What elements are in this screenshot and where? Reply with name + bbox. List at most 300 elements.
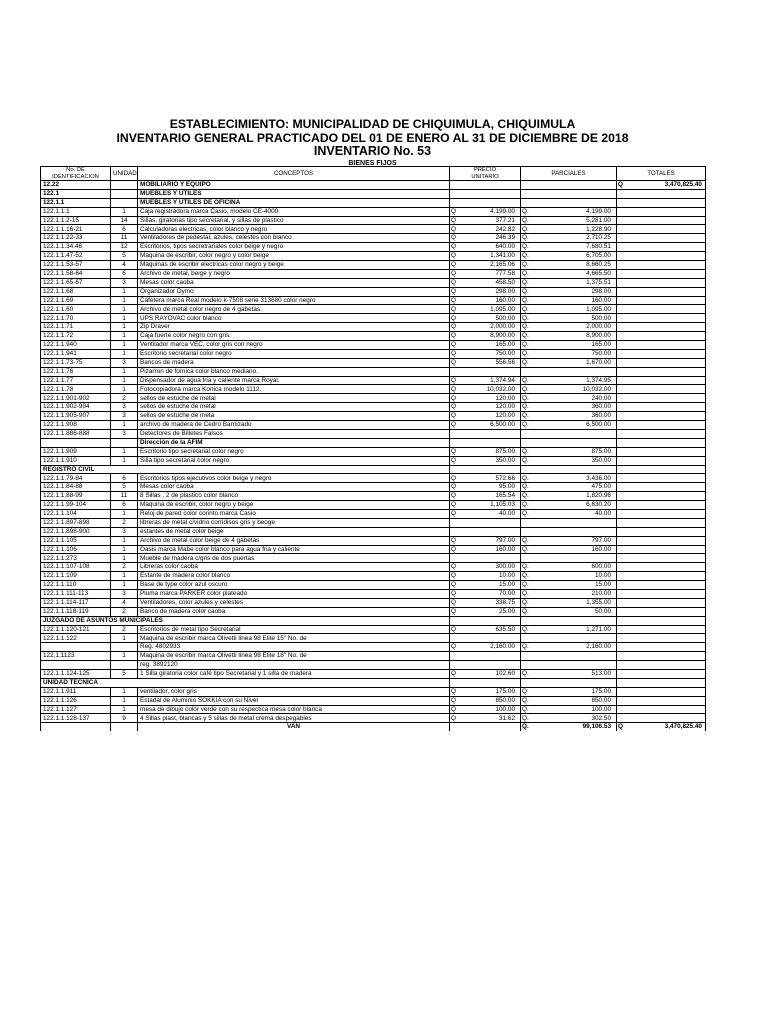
cell-concept: Zip Draver (138, 323, 450, 332)
cell-partial: 160.00 (591, 296, 611, 304)
cell-unit: 3 (111, 429, 138, 438)
cell-total (628, 376, 706, 385)
cell-id: 122.1.1.2-15 (41, 216, 111, 225)
cell-unit: 1 (111, 652, 138, 661)
cell-id: 122.1.1.34.46 (41, 243, 111, 252)
cell-partial: 6,500.00 (586, 421, 611, 429)
cell-partial: 1,375.51 (586, 278, 611, 286)
cell-id: 122.1.1.1 (41, 207, 111, 216)
cell-unit-price (461, 634, 521, 643)
cell-price-currency (450, 438, 461, 447)
cell-total (628, 625, 706, 634)
cell-total (628, 545, 706, 554)
cell-total (628, 314, 706, 323)
cell-partial-currency (521, 678, 532, 687)
cell-total-currency (617, 332, 628, 341)
cell-partial-currency: Q. (521, 501, 532, 510)
table-row (41, 332, 706, 341)
cell-partial: 500.00 (591, 314, 611, 322)
cell-id (41, 661, 111, 670)
cell-total (628, 332, 706, 341)
cell-unit (111, 643, 138, 652)
cell-total-currency (617, 341, 628, 350)
cell-total-currency: Q (617, 181, 628, 190)
cell-price-currency: Q (450, 572, 461, 581)
cell-total-currency (617, 429, 628, 438)
sub-row (41, 438, 706, 447)
cell-total-currency (617, 261, 628, 270)
cell-id: 122.1.1.109 (41, 572, 111, 581)
cell-total-currency (617, 447, 628, 456)
cell-total (628, 394, 706, 403)
cell-unit-price (461, 198, 521, 207)
cell-price-currency: Q (450, 216, 461, 225)
carry-forward-total: 3,470,825.40 (628, 723, 706, 731)
cell-partial-currency: Q. (521, 305, 532, 314)
cell-unit-price (461, 189, 521, 198)
cell-unit: 3 (111, 412, 138, 421)
cell-unit: 2 (111, 625, 138, 634)
cell-unit (111, 661, 138, 670)
cell-price-currency: Q (450, 492, 461, 501)
cell-partial-currency: Q. (521, 705, 532, 714)
cell-partial: 360.00 (591, 412, 611, 420)
cell-partial: 5,281.00 (586, 216, 611, 224)
cell-price-currency: Q (450, 243, 461, 252)
cell-unit: 1 (111, 696, 138, 705)
cell-concept: estantes de metal color beige (138, 527, 450, 536)
cell-total-currency (617, 323, 628, 332)
cell-total (628, 349, 706, 358)
cell-unit: 1 (111, 509, 138, 518)
cell-unit: 1 (111, 323, 138, 332)
cell-unit-price: 635.50 (495, 625, 515, 633)
cell-concept: sellos de estuche de metal (138, 394, 450, 403)
cell-id: 122.1.1.902-904 (41, 403, 111, 412)
cell-partial-currency: Q. (521, 207, 532, 216)
cell-total (628, 678, 706, 687)
cell-concept: Dirección de la AFIM (138, 438, 450, 447)
header-partials: PARCIALES (521, 167, 617, 181)
cell-partial (532, 678, 617, 687)
cell-partial: 6,705.00 (586, 252, 611, 260)
cell-partial-currency: Q. (521, 447, 532, 456)
cell-unit-price (461, 554, 521, 563)
table-row (41, 412, 706, 421)
cell-unit-price (461, 652, 521, 661)
cell-total (628, 385, 706, 394)
cell-partial-currency: Q. (521, 349, 532, 358)
cell-unit: 1 (111, 341, 138, 350)
cell-unit: 1 (111, 572, 138, 581)
cell-total (628, 207, 706, 216)
cell-partial: 8,660.25 (586, 261, 611, 269)
cell-total (628, 518, 706, 527)
table-row (41, 714, 706, 723)
table-row (41, 314, 706, 323)
cell-partial: 50.00 (595, 607, 611, 615)
cell-unit: 5 (111, 252, 138, 261)
cell-id: 122.1.1.104 (41, 509, 111, 518)
cell-unit: 1 (111, 367, 138, 376)
cell-concept: Ventiladores, color azules y celestes (138, 598, 450, 607)
cell-total (628, 705, 706, 714)
cell-partial-currency: Q. (521, 456, 532, 465)
cell-partial-currency: Q. (521, 314, 532, 323)
cell-partial-currency: Q. (521, 598, 532, 607)
cell-partial-currency: Q. (521, 252, 532, 261)
header-unit-price-line2: UNITARIO (471, 173, 499, 180)
cell-unit: 3 (111, 358, 138, 367)
cell-partial-currency: Q. (521, 492, 532, 501)
cell-concept: Libreras color caoba (138, 563, 450, 572)
cell-concept: Mueble de madera c/gris de dos puertas (138, 554, 450, 563)
cell-unit: 1 (111, 296, 138, 305)
cell-concept: 1 Silla giratoria color café tipo Secretarial y 1 silla de madera (138, 669, 450, 678)
cell-price-currency (450, 367, 461, 376)
document-heading (40, 118, 705, 168)
cell-partial-currency: Q. (521, 358, 532, 367)
cell-total (628, 643, 706, 652)
cell-total (628, 598, 706, 607)
cell-partial-currency (521, 465, 532, 474)
cell-id: 122.1.1.78 (41, 385, 111, 394)
cell-concept: sellos de estuche de meta (138, 412, 450, 421)
cell-concept: Escritorios tipos ejecutivos color beige y negro (138, 474, 450, 483)
cell-partial-currency (521, 527, 532, 536)
cell-concept: Reloj de pared color corinto marca Casio (138, 509, 450, 518)
cell-unit: 6 (111, 474, 138, 483)
table-row (41, 509, 706, 518)
cell-concept: Organizador Dymo (138, 287, 450, 296)
table-row (41, 403, 706, 412)
cell-unit (111, 181, 138, 190)
inventory-number-title: INVENTARIO No. 53 (313, 144, 432, 158)
carry-forward-price-currency (450, 723, 461, 731)
cell-total-currency (617, 349, 628, 358)
cell-price-currency: Q (450, 269, 461, 278)
cell-concept: reg. 3892120 (138, 661, 450, 670)
cell-partial: 15.00 (595, 581, 611, 589)
cell-total-currency (617, 296, 628, 305)
cell-unit-price: 850.00 (495, 696, 515, 704)
cell-total-currency (617, 483, 628, 492)
cell-unit-price: 458.50 (495, 278, 515, 286)
cell-unit-price: 165.54 (495, 492, 515, 500)
cell-price-currency: Q (450, 474, 461, 483)
cell-unit-price: 500.00 (495, 314, 515, 322)
table-row (41, 598, 706, 607)
asset-category-title: BIENES FIJOS (348, 159, 397, 167)
carry-forward-total-currency: Q (617, 723, 628, 731)
cell-unit-price: 25.00 (499, 607, 515, 615)
cell-partial-currency: Q. (521, 403, 532, 412)
cell-id: 122.1.1.22-33 (41, 234, 111, 243)
cell-total (628, 421, 706, 430)
cell-partial-currency: Q. (521, 589, 532, 598)
cell-partial-currency (521, 181, 532, 190)
cell-price-currency: Q (450, 483, 461, 492)
inventory-period-title: INVENTARIO GENERAL PRACTICADO DEL 01 DE ENERO AL 31 DE DICIEMBRE DE 2018 (116, 130, 629, 145)
table-row (41, 669, 706, 678)
cell-concept: Archivo de metal color negro de 4 gabetas. (138, 305, 450, 314)
cell-total (628, 403, 706, 412)
cell-partial-currency: Q. (521, 509, 532, 518)
cell-unit-price: 750.00 (495, 350, 515, 358)
cell-total (628, 509, 706, 518)
table-row (41, 545, 706, 554)
cell-id: 122.1.1.16-21 (41, 225, 111, 234)
cell-total (628, 412, 706, 421)
cell-unit: 3 (111, 589, 138, 598)
cell-partial: 600.00 (591, 563, 611, 571)
cell-id: 122.1.1.88-99 (41, 492, 111, 501)
cell-price-currency: Q (450, 385, 461, 394)
cell-partial (532, 527, 617, 536)
table-row (41, 518, 706, 527)
cell-unit-price: 300.00 (495, 563, 515, 571)
cell-concept: Maquina de escribir marca Olivetti linea 98 Elite 15" No. de (138, 634, 450, 643)
cell-id: 122.1.1.114-117 (41, 598, 111, 607)
table-row (41, 429, 706, 438)
cell-concept: Escritorio tipo secretarial color negro (138, 447, 450, 456)
cell-partial-currency: Q. (521, 278, 532, 287)
cell-partial-currency (521, 198, 532, 207)
cell-unit: 2 (111, 563, 138, 572)
cell-partial: 240.00 (591, 394, 611, 402)
cell-concept: Escritorios de metal tipo Secretarial (138, 625, 450, 634)
cell-partial: 175.00 (591, 687, 611, 695)
table-row (41, 296, 706, 305)
cell-unit: 1 (111, 287, 138, 296)
cell-partial-currency: Q. (521, 643, 532, 652)
cell-unit-price: 246.39 (495, 234, 515, 242)
cell-total-currency (617, 394, 628, 403)
cell-partial-currency (521, 616, 532, 625)
cell-price-currency (450, 181, 461, 190)
cell-total-currency (617, 581, 628, 590)
cell-unit (111, 198, 138, 207)
cell-total-currency (617, 598, 628, 607)
cell-price-currency: Q (450, 447, 461, 456)
cell-partial-currency (521, 438, 532, 447)
cell-total (628, 447, 706, 456)
cell-total (628, 572, 706, 581)
cell-price-currency: Q (450, 607, 461, 616)
cell-total-currency (617, 661, 628, 670)
cell-concept: Maquina de escribir, color negro y beige (138, 501, 450, 510)
cell-total-currency (617, 287, 628, 296)
cell-total (628, 252, 706, 261)
cell-unit: 5 (111, 669, 138, 678)
section-row (41, 198, 706, 207)
cell-id: 122.1.1.47-52 (41, 252, 111, 261)
header-unit: UNIDAD (111, 167, 138, 181)
cell-partial: 10,032.00 (582, 385, 611, 393)
cell-total (628, 243, 706, 252)
cell-price-currency: Q (450, 625, 461, 634)
cell-price-currency: Q (450, 225, 461, 234)
cell-partial-currency: Q. (521, 536, 532, 545)
cell-id: 122.1.1.940 (41, 341, 111, 350)
cell-unit-price: 572.66 (495, 474, 515, 482)
cell-unit-price: 8,900.00 (490, 332, 515, 340)
cell-partial: 10.00 (595, 572, 611, 580)
table-row (41, 563, 706, 572)
table-row (41, 536, 706, 545)
cell-id: 122.1.1.53-57 (41, 261, 111, 270)
cell-total (628, 305, 706, 314)
table-row (41, 607, 706, 616)
cell-id: 122.1.1.110 (41, 581, 111, 590)
cell-id: 122.1.1.908 (41, 421, 111, 430)
cell-unit: 6 (111, 225, 138, 234)
table-row (41, 385, 706, 394)
cell-partial (532, 438, 617, 447)
cell-unit (111, 438, 138, 447)
cell-concept: Archivo de metal color beige de 4 gabetas (138, 536, 450, 545)
cell-price-currency: Q (450, 589, 461, 598)
cell-price-currency: Q (450, 358, 461, 367)
cell-price-currency (450, 189, 461, 198)
cell-concept: Escritorios, tipos secretrariales color beige y negro (138, 243, 450, 252)
cell-partial-currency: Q. (521, 234, 532, 243)
cell-partial-currency (521, 189, 532, 198)
cell-unit: 1 (111, 581, 138, 590)
cell-partial-currency: Q (521, 687, 532, 696)
cell-partial: 850.00 (591, 696, 611, 704)
cell-total (628, 589, 706, 598)
cell-total (628, 225, 706, 234)
cell-concept: Mesas color caoba (138, 483, 450, 492)
cell-id: 122.1.1.273 (41, 554, 111, 563)
cell-price-currency: Q (450, 341, 461, 350)
table-row (41, 358, 706, 367)
cell-total-currency (617, 412, 628, 421)
cell-total-currency (617, 207, 628, 216)
cell-total-currency (617, 314, 628, 323)
cell-partial (532, 634, 617, 643)
cell-id: 122.1.1.911 (41, 687, 111, 696)
table-row (41, 527, 706, 536)
cell-unit: 1 (111, 376, 138, 385)
cell-id: 122.1.1.71 (41, 323, 111, 332)
cell-concept: ventilador, color gris (138, 687, 450, 696)
table-row (41, 705, 706, 714)
cell-unit-price: 298.00 (495, 287, 515, 295)
cell-price-currency: Q (450, 376, 461, 385)
cell-unit-price: 31.62 (499, 714, 515, 722)
cell-concept: Caja registradora marca Casio, modelo CE-4000 (138, 207, 450, 216)
cell-unit: 1 (111, 305, 138, 314)
cell-partial: 3,436.00 (586, 474, 611, 482)
cell-total (628, 696, 706, 705)
cell-partial: 165.00 (591, 341, 611, 349)
cell-total-currency (617, 563, 628, 572)
cell-id: 122.1.1.58-64 (41, 269, 111, 278)
cell-unit: 6 (111, 501, 138, 510)
cell-partial: 1,355.00 (586, 599, 611, 606)
cell-unit-price (461, 661, 521, 670)
cell-id: 122.1.1.99-104 (41, 501, 111, 510)
cell-total (628, 358, 706, 367)
cell-price-currency: Q (450, 323, 461, 332)
cell-total-currency (617, 509, 628, 518)
cell-unit-price: 640.00 (495, 243, 515, 251)
cell-concept: Banco de madera color caoba (138, 607, 450, 616)
cell-price-currency: Q (450, 421, 461, 430)
inventory-table (40, 166, 706, 731)
cell-concept: sellos de estuche de metal (138, 403, 450, 412)
table-row (41, 572, 706, 581)
cell-price-currency: Q (450, 509, 461, 518)
cell-total-currency (617, 385, 628, 394)
cell-unit: 14 (111, 216, 138, 225)
cell-concept: Archivo de metal, beige y negro (138, 269, 450, 278)
cell-partial-currency: Q. (521, 421, 532, 430)
cell-partial: 513.00 (591, 670, 611, 678)
cell-partial-currency: Q. (521, 287, 532, 296)
cell-total-currency (617, 687, 628, 696)
cell-partial-currency: Q. (521, 394, 532, 403)
cell-total (628, 501, 706, 510)
cell-total (628, 634, 706, 643)
cell-concept: Estadal de Aluminio SOKKIA con su Nivel (138, 696, 450, 705)
cell-unit-price: 15.00 (499, 581, 515, 589)
table-row (41, 341, 706, 350)
cell-total-currency (617, 376, 628, 385)
cell-total-currency (617, 234, 628, 243)
cell-partial: 298.00 (591, 287, 611, 295)
cell-price-currency (450, 429, 461, 438)
cell-total-currency (617, 438, 628, 447)
cell-concept: Pizarron de fornica color blanco mediano. (138, 367, 450, 376)
cell-partial-currency (521, 634, 532, 643)
cell-unit-price (461, 518, 521, 527)
cell-price-currency: Q (450, 563, 461, 572)
cell-partial: 7,680.51 (586, 243, 611, 251)
cell-partial-currency: Q. (521, 243, 532, 252)
group-heading: JUZGADO DE ASUNTOS MUNICIPALES (41, 616, 450, 625)
cell-id: 122.1.1.901-902 (41, 394, 111, 403)
cell-price-currency: Q (450, 536, 461, 545)
cell-concept: Fotocopiadora marca Konica modelo 1112. (138, 385, 450, 394)
cell-concept: libreras de metal c/vidrio corridisos gris y beoge (138, 518, 450, 527)
cell-unit: 11 (111, 234, 138, 243)
cell-price-currency: Q (450, 643, 461, 652)
cell-unit: 1 (111, 421, 138, 430)
cell-concept: Base de type color azul oscuro (138, 581, 450, 590)
cell-partial: 2,160.00 (586, 643, 611, 651)
cell-id: 122.1.1.127 (41, 705, 111, 714)
cell-partial: 475.00 (591, 483, 611, 491)
header-unit-price-line1: PRECIO (473, 167, 497, 173)
cell-total-currency (617, 536, 628, 545)
cell-unit: 1 (111, 536, 138, 545)
cell-total (628, 563, 706, 572)
cell-unit-price: 6,500.00 (490, 421, 515, 429)
cell-id: 122.1.1.128-137 (41, 714, 111, 723)
cell-total-currency (617, 492, 628, 501)
cell-total-currency (617, 696, 628, 705)
cell-price-currency (450, 616, 461, 625)
cell-concept: 8 Sillas , 2 de plastico color blanco (138, 492, 450, 501)
cell-total-currency (617, 572, 628, 581)
table-row (41, 243, 706, 252)
cell-id: 122.1.1.897-898 (41, 518, 111, 527)
cell-total-currency (617, 714, 628, 723)
cell-total (628, 714, 706, 723)
